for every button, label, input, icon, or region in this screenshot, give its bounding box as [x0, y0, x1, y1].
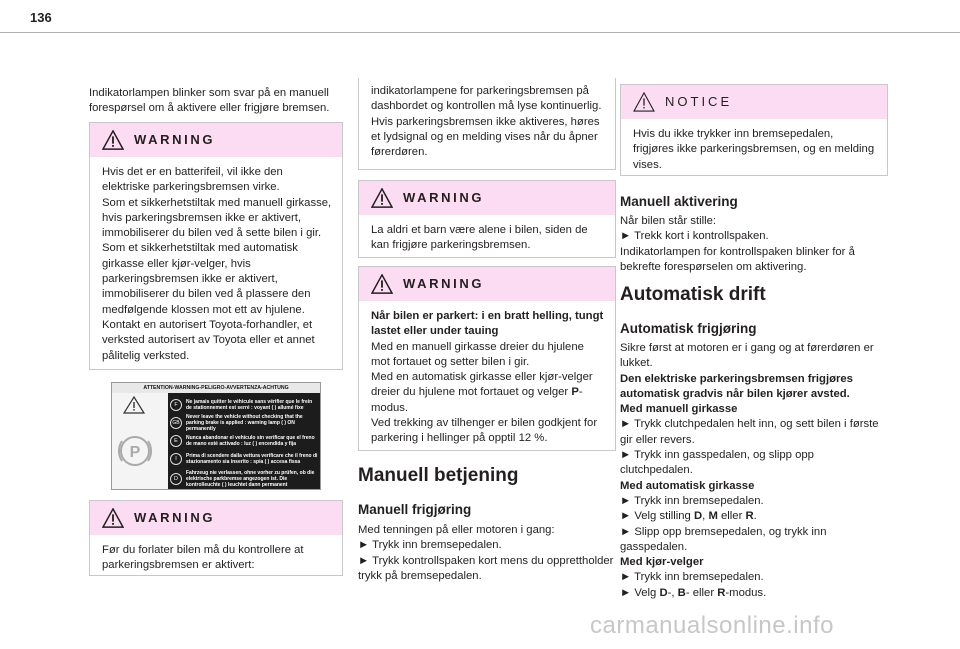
gearbox-heading: Med automatisk girkasse [620, 479, 755, 492]
step: ► Trykk inn gasspedalen, og slipp opp clutchpedalen. [620, 449, 814, 477]
text-segment: -modus. [725, 586, 767, 599]
watermark: carmanualsonline.info [590, 612, 834, 639]
warning-box-battery [89, 122, 343, 370]
parking-brake-icon [112, 393, 168, 489]
mode-d: D [693, 510, 703, 523]
gearbox-heading: Med manuell girkasse [620, 403, 738, 416]
warning-text: Før du forlater bilen må du kontrollere at parkeringsbremsen er aktivert: [102, 544, 304, 572]
warning-title: WARNING [403, 190, 485, 206]
warning-header [90, 123, 342, 157]
mode-r: R [745, 510, 754, 523]
label-row [170, 396, 318, 414]
text-segment: ► Velg [620, 586, 660, 599]
warning-line: Som et sikkerhetstiltak med automatisk girkasse eller kjør-velger, hvis parkeringsbremsen ikke er aktivert, immobiliserer du bilen ved å plassere den medfølgende klossen mot ett av hjulene. [102, 242, 311, 316]
warning-title: WARNING [134, 510, 216, 526]
text-segment: . [753, 510, 757, 523]
label-text-list [170, 396, 318, 490]
step: ► Trekk kort i kontrollspaken. [620, 230, 769, 243]
warning-text: Med en manuell girkasse dreier du hjulene mot fortauet og setter bilen i gir. [371, 340, 584, 368]
text-line: Sikre først at motoren er i gang og at førerdøren er lukket. [620, 342, 874, 370]
subsection-heading: Manuell frigjøring [358, 502, 472, 517]
notice-triangle-icon [633, 92, 655, 112]
warning-triangle-icon [371, 188, 393, 208]
label-row-text: Ne jamais quitter le véhicule sans vérifier que le frein de stationnement est serré : voyant ( ) allumé fixe [186, 399, 313, 411]
page-number: 136 [30, 10, 52, 25]
mode-p: P [571, 386, 579, 399]
warning-line: Kontakt en autorisert Toyota-forhandler, et verksted autorisert av Toyota eller et annet pålitelig verksted. [102, 318, 315, 362]
warning-box-continued [358, 78, 616, 170]
text-segment: - eller [685, 586, 718, 599]
mode-b: B [677, 586, 686, 599]
manual-release-steps [358, 523, 616, 584]
step: ► Slipp opp bremsepedalen, og trykk inn gasspedalen. [620, 525, 827, 553]
warning-body [90, 535, 342, 582]
warning-triangle-icon [102, 508, 124, 528]
warning-text [371, 370, 605, 416]
text-segment: -modus. [371, 386, 583, 414]
label-row-text: Never leave the vehicle without checking that the parking brake is applied : warning lamp ( ) ON permanently [186, 414, 303, 432]
step: ► Trykk clutchpedalen helt inn, og sett bilen i første gir eller revers. [620, 418, 879, 446]
step: ► Trykk kontrollspaken kort mens du opprettholder trykk på bremsepedalen. [358, 554, 614, 582]
warning-text: indikatorlampene for parkeringsbremsen på dashbordet og kontrollen må lyse kontinuerlig. Hvis parkeringsbremsen ikke aktiveres, høres et lydsignal og en melding vises når du åpner førerdøren. [371, 85, 602, 159]
language-code-badge: I [170, 453, 182, 465]
bold-text: Den elektriske parkeringsbremsen frigjøres automatisk gradvis når bilen kjører avsted. [620, 372, 853, 400]
label-row-text: Nunca abandonar el vehículo sin verificar que el freno de mano esté activado : luz ( ) encendida y fija [186, 435, 315, 447]
notice-text: Hvis du ikke trykker inn bremsepedalen, frigjøres ikke parkeringsbremsen, og en melding vises. [633, 128, 875, 171]
warning-header [359, 267, 615, 301]
text-line: Indikatorlampen for kontrollspaken blinker for å bekrefte forespørselen om aktivering. [620, 245, 855, 273]
warning-line: Hvis det er en batterifeil, vil ikke den elektriske parkeringsbremsen virke. [102, 166, 283, 194]
section-heading: Automatisk drift [620, 284, 766, 305]
label-row [170, 450, 318, 468]
warning-body [90, 157, 342, 372]
intro-text: Indikatorlampen blinker som svar på en manuell forespørsel om å aktivere eller frigjøre bremsen. [89, 87, 330, 115]
warning-title: WARNING [134, 132, 216, 148]
label-row-text: Fahrzeug nie verlassen, ohne vorher zu prüfen, ob die elektrische parkbremse angezogen ist. Die kontrolleuchte ( ) leuchtet dann permanent [186, 470, 315, 488]
step: ► Trykk inn bremsepedalen. [620, 494, 764, 507]
parking-brake-warning-label [111, 382, 321, 490]
text-line: Når bilen står stille: [620, 215, 717, 227]
mode-d: D [659, 586, 668, 599]
automatic-release-text [620, 341, 888, 601]
top-divider [0, 32, 960, 33]
warning-header [359, 181, 615, 215]
warning-text: La aldri et barn være alene i bilen, siden de kan frigjøre parkeringsbremsen. [371, 224, 588, 252]
step [620, 586, 888, 601]
language-code-badge: GB [170, 417, 182, 429]
step-intro: Med tenningen på eller motoren i gang: [358, 524, 555, 536]
subsection-heading: Automatisk frigjøring [620, 321, 757, 336]
text-segment: -, [667, 586, 678, 599]
label-row [170, 432, 318, 450]
language-code-badge: F [170, 399, 182, 411]
warning-box-before-leaving [89, 500, 343, 576]
text-segment: , [702, 510, 709, 523]
label-header: ATTENTION-WARNING-PELIGRO-AVVERTENZA-ACHTUNG [112, 383, 320, 393]
step [620, 509, 888, 524]
section-heading: Manuell betjening [358, 465, 519, 486]
warning-body [359, 215, 615, 262]
label-row-text: Prima di scendere dalla vettura verificare che il freno di stazionamento sia inserito : spia ( ) accesa fissa [186, 453, 318, 465]
warning-body [359, 301, 615, 455]
warning-bold-text: Når bilen er parkert: i en bratt helling, tungt lastet eller under tauing [371, 310, 604, 338]
step: ► Trykk inn bremsepedalen. [358, 539, 502, 552]
mode-r: R [717, 586, 726, 599]
label-row [170, 414, 318, 432]
step: ► Trykk inn bremsepedalen. [620, 571, 764, 584]
svg-text:P: P [129, 444, 141, 461]
manual-activation-text [620, 214, 888, 275]
mode-m: M [708, 510, 718, 523]
language-code-badge: D [170, 473, 182, 485]
language-code-badge: E [170, 435, 182, 447]
subsection-heading: Manuell aktivering [620, 194, 738, 209]
text-segment: ► Velg stilling [620, 510, 694, 523]
warning-box-slope [358, 266, 616, 451]
warning-line: Som et sikkerhetstiltak med manuell girkasse, hvis parkeringsbremsen ikke er aktivert, immobiliserer du bilen ved å sette bilen i gir. [102, 196, 332, 240]
warning-text: Ved trekking av tilhenger er bilen godkjent for parkering i hellinger på opptil 12 %. [371, 417, 598, 445]
warning-body [359, 78, 615, 168]
notice-body [621, 119, 887, 181]
label-icon-panel [112, 393, 168, 489]
gearbox-heading: Med kjør-velger [620, 556, 704, 569]
text-segment: Med en automatisk girkasse eller kjør-velger dreier du hjulene mot fortauet og velger [371, 371, 593, 399]
warning-box-child [358, 180, 616, 258]
notice-box [620, 84, 888, 176]
text-segment: eller [717, 510, 746, 523]
notice-title: NOTICE [665, 94, 733, 110]
notice-header [621, 85, 887, 119]
warning-triangle-icon [371, 274, 393, 294]
warning-triangle-icon [102, 130, 124, 150]
warning-title: WARNING [403, 276, 485, 292]
label-row [170, 468, 318, 490]
warning-header [90, 501, 342, 535]
